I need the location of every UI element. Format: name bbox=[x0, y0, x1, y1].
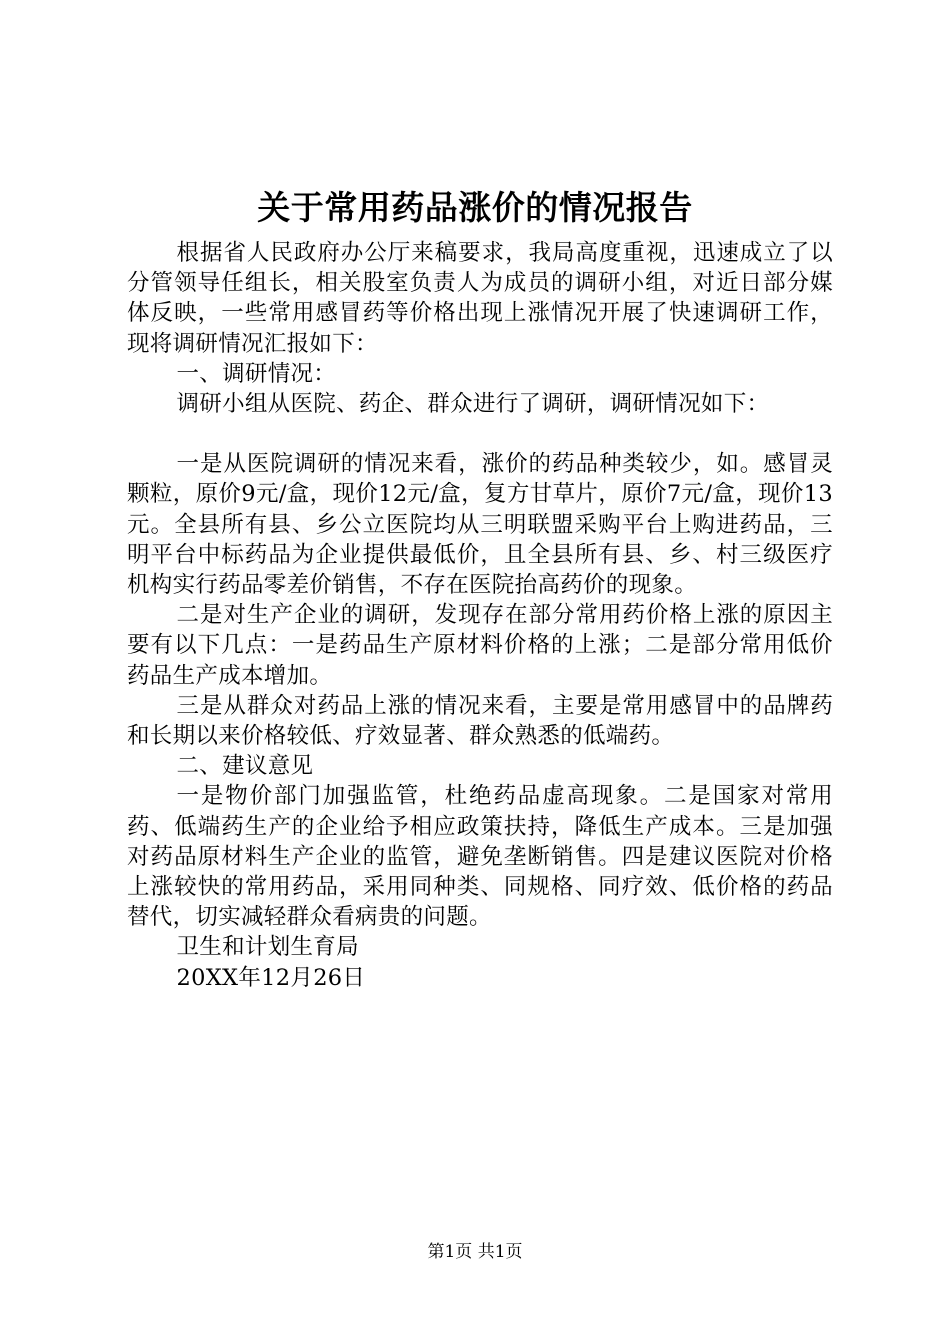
intro-paragraph: 根据省人民政府办公厅来稿要求，我局高度重视，迅速成立了以分管领导任组长，相关股室负责人为成员的调研小组，对近日部分媒体反映，一些常用感冒药等价格出现上涨情况开展了快速调研工作，现将调研情况汇报如下： bbox=[127, 240, 833, 357]
document-body bbox=[127, 238, 833, 993]
signature-date: 20XX年12月26日 bbox=[176, 964, 366, 991]
document-title: 关于常用药品涨价的情况报告 bbox=[257, 188, 693, 227]
hospital-findings-paragraph: 一是从医院调研的情况来看，涨价的药品种类较少，如。感冒灵颗粒，原价9元/盒，现价12元/盒，复方甘草片，原价7元/盒，现价13元。全县所有县、乡公立医院均从三明联盟采购平台上购进药品，三明平台中标药品为企业提供最低价，且全县所有县、乡、村三级医疗机构实行药品零差价销售，不存在医院抬高药价的现象。 bbox=[127, 451, 833, 599]
signature-organization: 卫生和计划生育局 bbox=[176, 934, 359, 961]
section-heading-research: 一、调研情况： bbox=[176, 360, 337, 387]
public-findings-paragraph: 三是从群众对药品上涨的情况来看，主要是常用感冒中的品牌药和长期以来价格较低、疗效显著、群众熟悉的低端药。 bbox=[127, 692, 833, 750]
section-heading-suggestions: 二、建议意见 bbox=[176, 753, 314, 780]
enterprise-findings-paragraph: 二是对生产企业的调研，发现存在部分常用药价格上涨的原因主要有以下几点：一是药品生产原材料价格的上涨；二是部分常用低价药品生产成本增加。 bbox=[127, 602, 833, 689]
page-number-footer: 第1页 共1页 bbox=[427, 1242, 523, 1262]
suggestions-paragraph: 一是物价部门加强监管，杜绝药品虚高现象。二是国家对常用药、低端药生产的企业给予相应政策扶持，降低生产成本。三是加强对药品原材料生产企业的监管，避免垄断销售。四是建议医院对价格上涨较快的常用药品，采用同种类、同规格、同疗效、低价格的药品替代，切实减轻群众看病贵的问题。 bbox=[127, 783, 833, 931]
research-summary-paragraph: 调研小组从医院、药企、群众进行了调研，调研情况如下： bbox=[176, 391, 770, 418]
